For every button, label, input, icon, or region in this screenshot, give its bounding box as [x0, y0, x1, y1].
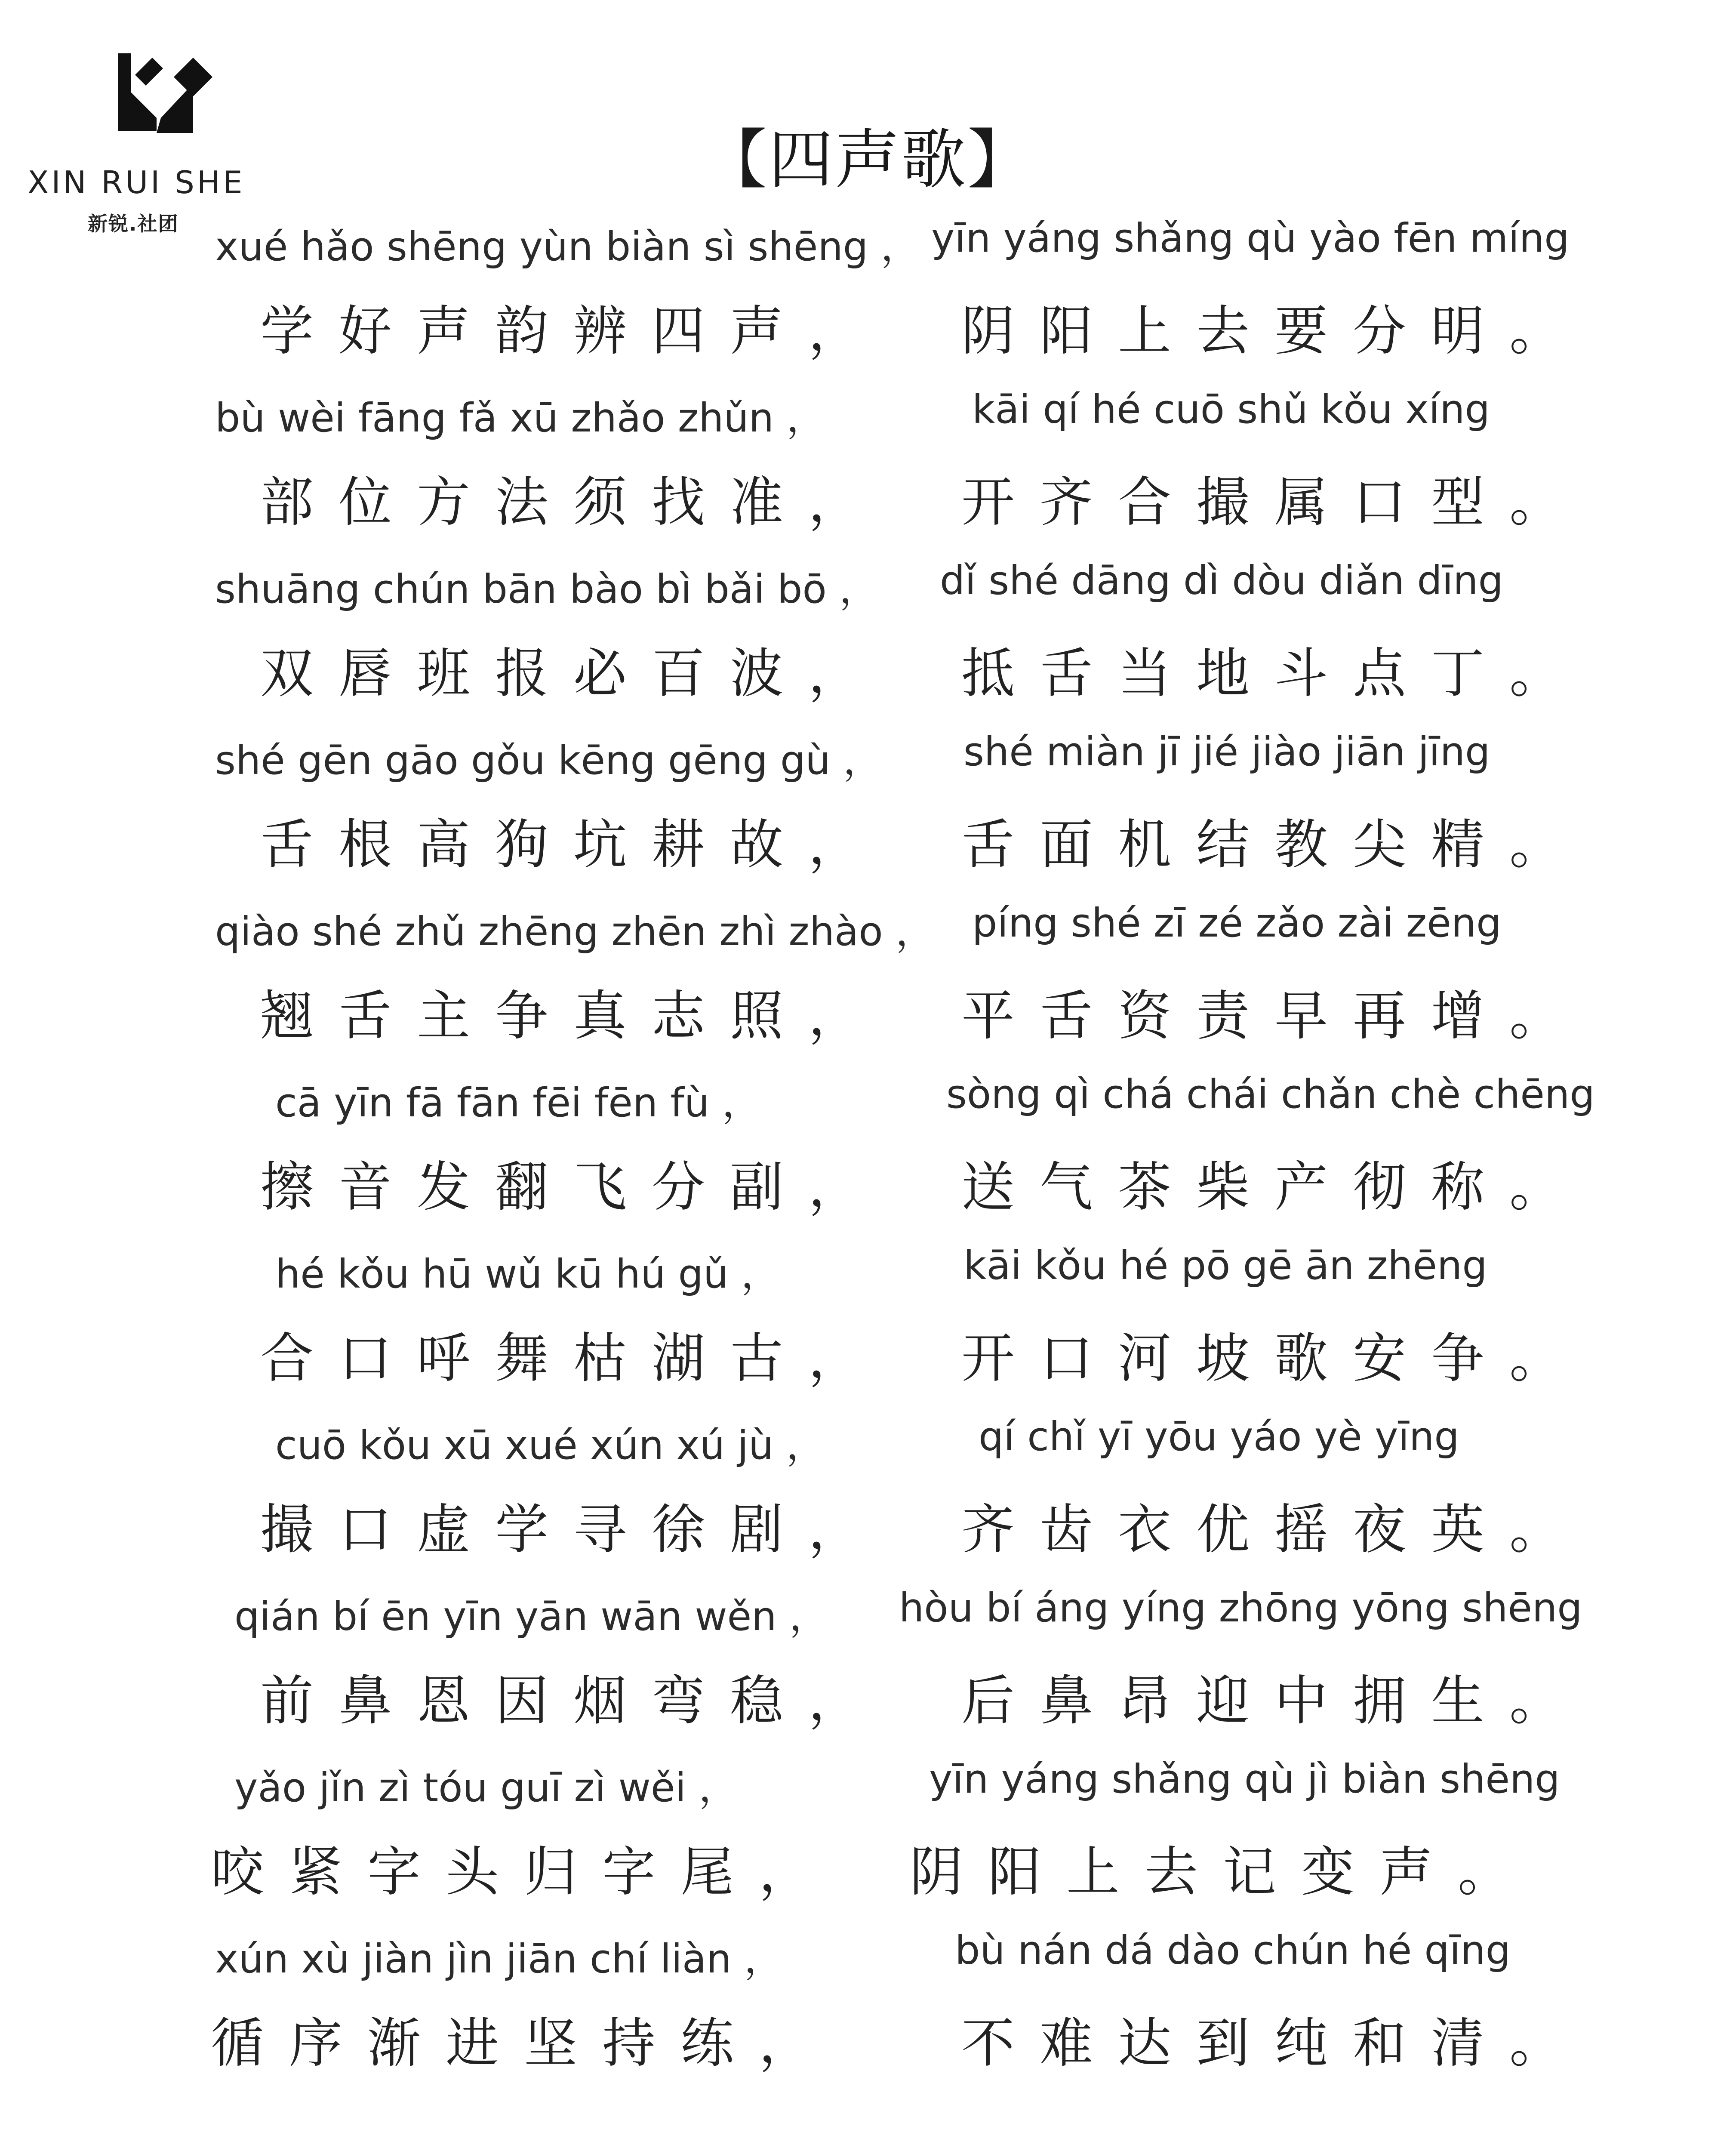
pinyin-right: qí chǐ yī yōu yáo yè yīng: [979, 1414, 1459, 1460]
pinyin-right: shé miàn jī jié jiào jiān jīng: [963, 729, 1490, 775]
hanzi-right: 阴阳上去记变声。: [910, 1841, 1536, 1903]
brand-name: XIN RUI SHE: [28, 164, 245, 200]
pinyin-right: kāi qí hé cuō shǔ kǒu xíng: [972, 386, 1490, 432]
hanzi-left: 学好声韵辨四声，: [260, 300, 887, 362]
hanzi-left: 合口呼舞枯湖古，: [260, 1328, 887, 1390]
hanzi-right: 平舌资责早再增。: [961, 985, 1588, 1047]
brand-subtitle: 新锐.社团: [88, 212, 179, 235]
pinyin-left: cuō kǒu xū xué xún xú jù ，: [275, 1422, 826, 1468]
hanzi-right: 开齐合撮属口型。: [961, 471, 1588, 533]
hanzi-left: 擦音发翻飞分副，: [260, 1156, 887, 1218]
hanzi-left: 翘舌主争真志照，: [260, 985, 887, 1047]
hanzi-left: 撮口虚学寻徐剧，: [260, 1499, 887, 1561]
pinyin-right: yīn yáng shǎng qù jì biàn shēng: [929, 1756, 1560, 1802]
pinyin-left: cā yīn fā fān fēi fēn fù ，: [275, 1080, 762, 1126]
hanzi-right: 阴阳上去要分明。: [961, 300, 1588, 362]
hanzi-right: 舌面机结教尖精。: [961, 814, 1588, 876]
pinyin-left: shuāng chún bān bào bì bǎi bō ，: [215, 566, 879, 612]
hanzi-left: 咬紧字头归字尾，: [211, 1841, 837, 1903]
hanzi-left: 双唇班报必百波，: [260, 643, 887, 705]
pinyin-right: kāi kǒu hé pō gē ān zhēng: [963, 1242, 1487, 1288]
hanzi-left: 前鼻恩因烟弯稳，: [260, 1670, 887, 1732]
pinyin-left: xún xù jiàn jìn jiān chí liàn ，: [215, 1936, 784, 1982]
pinyin-right: píng shé zī zé zǎo zài zēng: [972, 900, 1502, 946]
hanzi-right: 开口河坡歌安争。: [961, 1328, 1588, 1390]
hanzi-left: 循序渐进坚持练，: [211, 2012, 837, 2074]
pinyin-right: bù nán dá dào chún hé qīng: [955, 1927, 1511, 1973]
hanzi-left: 部位方法须找准，: [260, 471, 887, 533]
pinyin-right: sòng qì chá chái chǎn chè chēng: [946, 1071, 1595, 1117]
pinyin-right: hòu bí áng yíng zhōng yōng shēng: [899, 1585, 1582, 1631]
pinyin-left: qián bí ēn yīn yān wān wěn ，: [234, 1593, 829, 1639]
pinyin-left: shé gēn gāo gǒu kēng gēng gù ，: [215, 737, 883, 783]
pinyin-right: dǐ shé dāng dì dòu diǎn dīng: [940, 558, 1504, 604]
pinyin-left: xué hǎo shēng yùn biàn sì shēng ，: [215, 224, 920, 270]
pinyin-left: yǎo jǐn zì tóu guī zì wěi ，: [234, 1765, 739, 1811]
hanzi-right: 不难达到纯和清。: [961, 2012, 1588, 2074]
hanzi-right: 抵舌当地斗点丁。: [961, 643, 1588, 705]
pinyin-right: yīn yáng shǎng qù yào fēn míng: [931, 215, 1570, 261]
pinyin-left: bù wèi fāng fǎ xū zhǎo zhǔn ，: [215, 395, 826, 441]
hanzi-right: 后鼻昂迎中拥生。: [961, 1670, 1588, 1732]
pinyin-left: qiào shé zhǔ zhēng zhēn zhì zhào ，: [215, 909, 935, 955]
hanzi-right: 齐齿衣优摇夜英。: [961, 1499, 1588, 1561]
hanzi-left: 舌根高狗坑耕故，: [260, 814, 887, 876]
page-title: 【四声歌】: [702, 123, 1034, 197]
hanzi-right: 送气茶柴产彻称。: [961, 1156, 1588, 1218]
pinyin-left: hé kǒu hū wǔ kū hú gǔ ，: [275, 1251, 781, 1297]
